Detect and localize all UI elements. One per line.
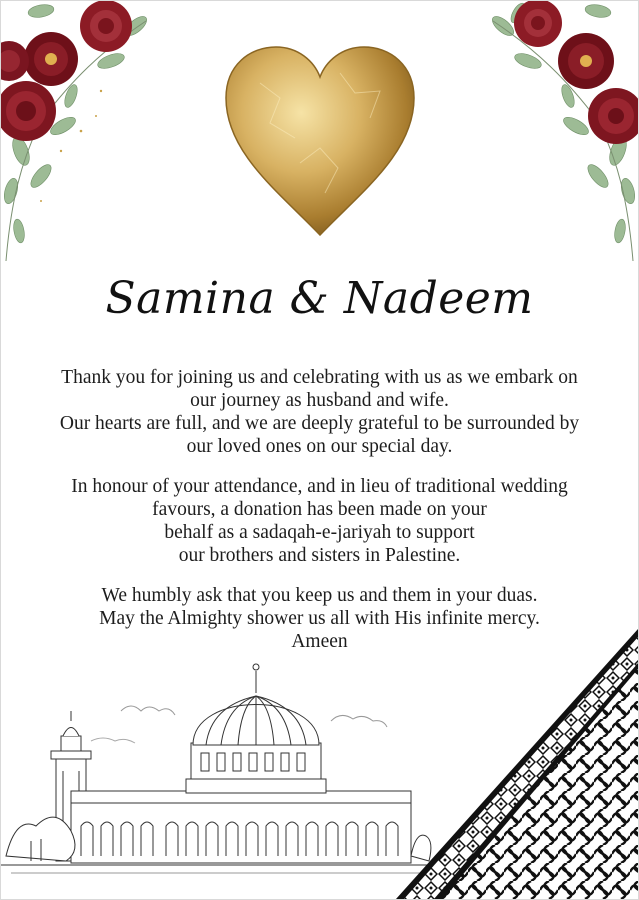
- message-line: In honour of your attendance, and in lieu of traditional wedding: [71, 476, 568, 497]
- message-line: behalf as a sadaqah-e-jariyah to support: [164, 522, 475, 543]
- message-line: our loved ones on our special day.: [186, 436, 453, 457]
- message-line: Thank you for joining us and celebrating with us as we embark on: [61, 367, 578, 388]
- message-line: Ameen: [291, 631, 348, 652]
- gold-heart-icon: [220, 43, 420, 239]
- message-line: our brothers and sisters in Palestine.: [178, 545, 461, 566]
- message-line: Our hearts are full, and we are deeply grateful to be surrounded by: [59, 413, 580, 434]
- message-paragraph-1: [1, 366, 638, 458]
- message-line: We humbly ask that you keep us and them in your duas.: [101, 585, 538, 606]
- message-line: favours, a donation has been made on your: [152, 499, 487, 520]
- message-line: our journey as husband and wife.: [190, 390, 449, 411]
- dome-of-the-rock-icon: [1, 651, 441, 899]
- floral-corner-left-icon: [1, 1, 151, 271]
- keffiyeh-pattern-icon: [396, 629, 638, 899]
- couple-names: Samina & Nadeem: [105, 273, 534, 324]
- message-paragraph-2: [1, 475, 638, 567]
- message-line: May the Almighty shower us all with His infinite mercy.: [99, 608, 540, 629]
- floral-corner-right-icon: [488, 1, 638, 271]
